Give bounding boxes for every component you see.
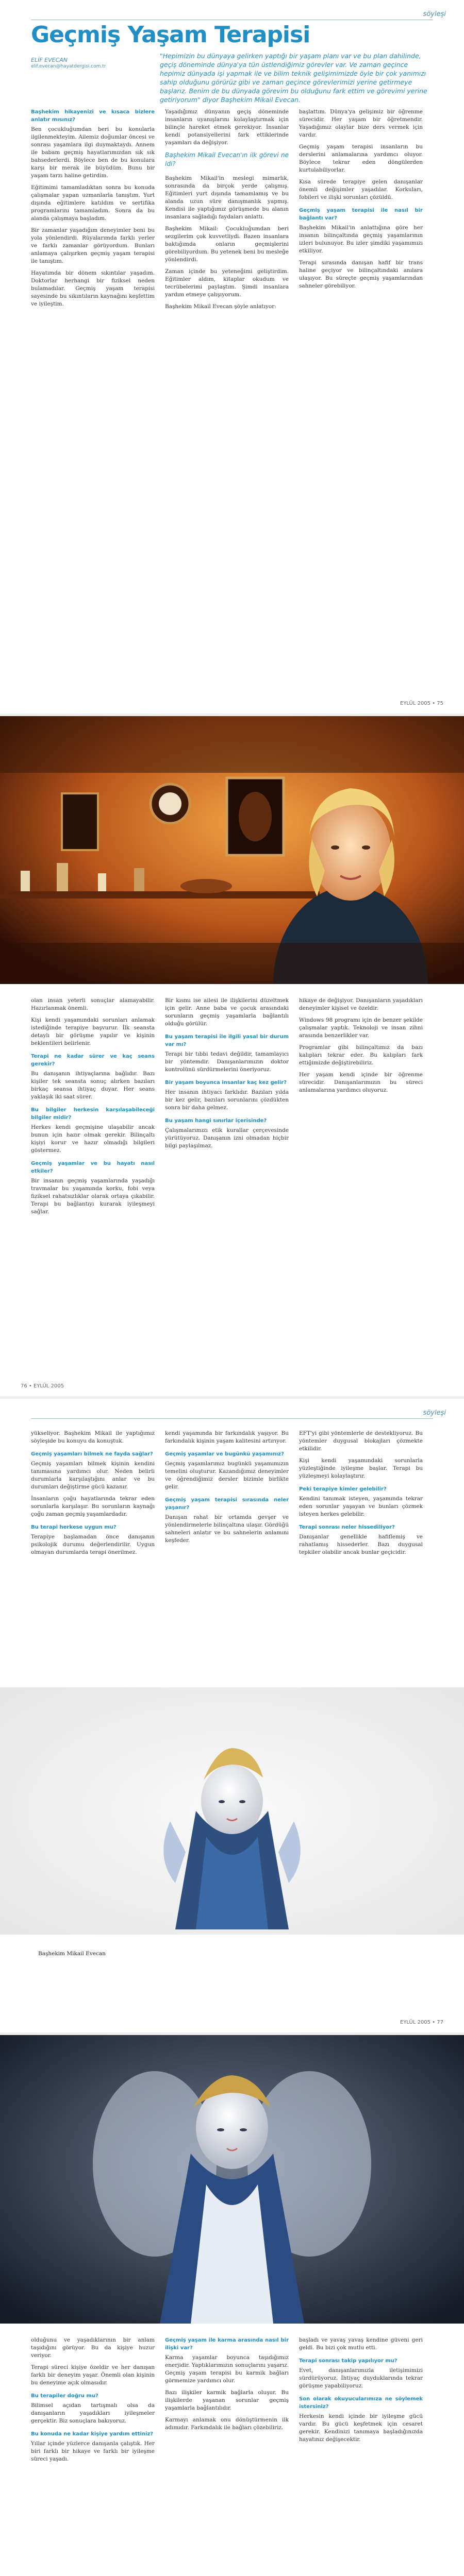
question-heading: Bu terapi herkese uygun mu? bbox=[31, 1524, 117, 1530]
question-heading: Bu terapiler doğru mu? bbox=[31, 2393, 98, 2399]
body-paragraph: Bir insanın geçmiş yaşamlarında yaşadığı travmalar bu yaşamında korku, fobi veya fiziksel rahatsızlıklar olarak ortaya çıkabilir. Terapi bu bağlantıyı kurarak iyileşmeyi sağlar. bbox=[31, 1178, 155, 1215]
author-name: ELİF EVECAN bbox=[31, 57, 68, 63]
page-2 bbox=[0, 716, 464, 1396]
body-paragraph: Eğitimimi tamamladıktan sonra bu konuda çalışmalar yapan uzmanlarla tanıştım. Yurt dışında eğitimlere katıldım ve sertifika programlarını tamamladım. Sonra da bu alanda çalışmaya başladım. bbox=[31, 184, 155, 222]
question-heading: Bu konuda ne kadar kişiye yardım ettiniz? bbox=[31, 2431, 154, 2437]
body-paragraph: Geçmiş yaşam terapisi insanların bu derslerini anlamalarına yardımcı oluyor. Böylece tekrar eden döngülerden kurtulabiliyorlar. bbox=[299, 144, 423, 173]
column-2 bbox=[165, 997, 289, 1154]
question-heading: Terapi ne kadar sürer ve kaç seans gerekir? bbox=[31, 1054, 155, 1067]
page-4 bbox=[0, 2035, 464, 2576]
body-paragraph: hikaye de değişiyor. Danışanların yaşadıkları deneyimler kişisel ve özeldir. bbox=[299, 997, 423, 1011]
photo-band-text bbox=[31, 1945, 437, 1963]
caption-text: Başhekim Mikail Evecan bbox=[38, 1951, 106, 1957]
question-heading: Geçmiş yaşamlar ve bu hayatı nasıl etkiler? bbox=[31, 1161, 155, 1174]
column-1 bbox=[31, 997, 155, 1220]
body-paragraph: Çalışmalarımızı etik kurallar çerçevesinde yürütüyoruz. Danışanın izni olmadan hiçbir bilgi paylaşılmaz. bbox=[165, 1127, 289, 1149]
question-heading: Başhekim hikayenizi ve kısaca bizlere anlatır mısınız? bbox=[31, 109, 155, 123]
body-paragraph: Terapi süreci kişiye özeldir ve her danışan farklı bir deneyim yaşar. Önemli olan kişinin bu deneyime açık olmasıdır. bbox=[31, 2364, 155, 2386]
body-paragraph: Terapiye başlamadan önce danışanın psikolojik durumu değerlendirilir. Uygun olmayan durumlarda terapi önerilmez. bbox=[31, 1534, 155, 1555]
body-paragraph: Zaman içinde bu yeteneğimi geliştirdim. Eğitimler aldım, kitaplar okudum ve tecrübelerimi paylaştım. Şimdi insanlara yardım etmeye çalışıyorum. bbox=[165, 268, 289, 298]
body-paragraph: Karmayı anlamak onu dönüştürmenin ilk adımıdır. Farkındalık ile bağları çözebiliriz. bbox=[165, 2417, 289, 2431]
body-paragraph: Başhekim Mikail'in meslegi mimarlık, sonrasında da birçok yerde çalışmış. Eğitimleri yurt dışında tamamlamış ve bu alanda uzun süre danışmanlık yapmış. Kendisi ile yaptığımız görüşmede bu alanın insanlara sağladığı faydaları anlattı. bbox=[165, 175, 289, 220]
column-3 bbox=[299, 108, 423, 294]
question-heading: Geçmiş yaşamlar ve bugünkü yaşamınız? bbox=[165, 1451, 284, 1457]
body-paragraph: Yaşadığımız dünyanın geçiş döneminde insanların uyanışlarını kolaylaştırmak için bilinçle hareket etmek gerekiyor. İnsanlar kendi potansiyellerini fark ettiklerinde yaşamları da değişiyor. bbox=[165, 109, 289, 146]
body-paragraph: Ben çocukluğumdan beri bu konularla ilgilenmekteyim. Ailemiz doğumlar öncesi ve sonrası yaşamlara ilgi duymaktaydı. Annem ile babam geçmiş hayatlarımızdan sık sık bahsederlerdi. Böylece ben de bu konulara karşı bir merak ile büyüdüm. Bunu bir yaşam tarzı haline getirdim. bbox=[31, 126, 155, 179]
folio: 76 • EYLÜL 2005 bbox=[21, 1383, 64, 1389]
column-2 bbox=[165, 2336, 289, 2436]
top-rule bbox=[31, 1418, 433, 1419]
body-paragraph: Karma yaşamlar boyunca taşıdığımız enerjidir. Yaptıklarımızın sonuçlarını yaşarız. Geçmiş yaşam terapisi bu karmik bağları görmemize yardımcı olur. bbox=[165, 2354, 289, 2384]
body-paragraph: Kişi kendi yaşamındaki sorunları anlamak istediğinde terapiye başvurur. İlk seansta detaylı bir görüşme yapılır ve kişinin beklentileri belirlenir. bbox=[31, 1017, 155, 1046]
body-paragraph: kendi yaşamında bir farkındalık yaşıyor. Bu farkındalık kişinin yaşam kalitesini artırıyor. bbox=[165, 1430, 289, 1444]
body-paragraph: Danışanlar genellikle hafiflemiş ve rahatlamış hissederler. Bazı duygusal tepkiler olabilir ancak bunlar geçicidir. bbox=[299, 1534, 423, 1555]
body-paragraph: Bilimsel açıdan tartışmalı olsa da danışanların yaşadıkları iyileşmeler gerçektir. Biz sonuçlara bakıyoruz. bbox=[31, 2402, 155, 2424]
body-paragraph: Kendini tanımak isteyen, yaşamında tekrar eden sorunlar yaşayan ve bunları çözmek isteyen herkes gelebilir. bbox=[299, 1496, 423, 1517]
body-paragraph: Programlar gibi bilinçaltımız da bazı kalıpları tekrar eder. Bu kalıpları fark ettiğimizde değiştirebiliriz. bbox=[299, 1044, 423, 1066]
body-paragraph: Danışan rahat bir ortamda gevşer ve yönlendirmelerle bilinçaltına ulaşır. Gördüğü sahneleri anlatır ve bu sahnelerin anlamını keşfeder. bbox=[165, 1514, 289, 1544]
question-heading: Bu bilgiler herkesin karşılaşabileceği bilgiler midir? bbox=[31, 1107, 155, 1121]
body-paragraph: Kısa sürede terapiye gelen danışanlar önemli değişimler yaşadılar. Korkuları, fobileri ve ilişki sorunları çözüldü. bbox=[299, 179, 423, 200]
page-3 bbox=[0, 1399, 464, 2032]
pull-quote: Başhekim Mikail Evecan'ın ilk görevi ne idi? bbox=[165, 151, 289, 167]
question-heading: Bu yaşam hangi sınırlar içerisinde? bbox=[165, 1118, 267, 1124]
body-paragraph: Yıllar içinde yüzlerce danışanla çalıştık. Her biri farklı bir hikaye ve farklı bir iyileşme süreci yaşadı. bbox=[31, 2441, 155, 2462]
question-heading: Peki terapiye kimler gelebilir? bbox=[299, 1486, 387, 1492]
body-paragraph: Geçmiş yaşamları bilmek kişinin kendini tanımasına yardımcı olur. Neden belirli durumlarla karşılaştığını anlar ve bu durumları değiştirme gücü kazanır. bbox=[31, 1461, 155, 1490]
body-paragraph: Geçmiş yaşamlarımız bugünkü yaşamımızın temelini oluşturur. Kazandığımız deneyimler ve öğrendiğimiz dersler bizimle birlikte gelir. bbox=[165, 1461, 289, 1490]
rubric: söyleşi bbox=[423, 10, 446, 18]
body-paragraph: olan insan yeterli sonuçlar alamayabilir. Hazırlanmak önemli. bbox=[31, 997, 155, 1011]
rubric: söyleşi bbox=[423, 1409, 446, 1417]
body-paragraph: Başhekim Mikail: Çocukluğumdan beri sezgilerim çok kuvvetliydi. Bazen insanlara baktığımda onların geçmişlerini görebiliyordum. Bu yetenek beni bu mesleğe yönlendirdi. bbox=[165, 226, 289, 263]
article-title: Geçmiş Yaşam Terapisi bbox=[31, 22, 310, 48]
column-3 bbox=[299, 2336, 423, 2448]
question-heading: Terapi sonrası takip yapılıyor mu? bbox=[299, 2358, 397, 2364]
question-heading: Bir yaşam boyunca insanlar kaç kez gelir? bbox=[165, 1080, 287, 1086]
body-paragraph: Evet, danışanlarımızla iletişimimizi sürdürüyoruz. İhtiyaç duyduklarında tekrar görüşme yapabiliyoruz. bbox=[299, 2367, 423, 2389]
body-paragraph: Terapi sırasında danışan hafif bir trans haline geçiyor ve bilinçaltındaki anılara ulaşıyor. Bu süreçte geçmiş yaşamlarından sahneler görebiliyor. bbox=[299, 260, 423, 289]
column-1 bbox=[31, 2336, 155, 2467]
figurine-photo bbox=[0, 1687, 464, 1935]
body-paragraph: Kişi kendi yaşamındaki sorunlarla yüzleştiğinde iyileşme başlar. Terapi bu yüzleşmeyi kolaylaştırır. bbox=[299, 1458, 423, 1479]
body-paragraph: Bir zamanlar yaşadığım deneyimler beni bu yola yönlendirdi. Rüyalarımda farklı yerler ve farklı zamanlar görüyordum. Bunları anlamaya çalışırken geçmiş yaşam terapisi ile tanıştım. bbox=[31, 227, 155, 264]
folio: EYLÜL 2005 • 77 bbox=[400, 2020, 443, 2025]
body-paragraph: Bazı ilişkiler karmik bağlarla oluşur. Bu ilişkilerde yaşanan sorunlar geçmiş yaşamlarla bağlantılıdır. bbox=[165, 2389, 289, 2411]
lead-paragraph: "Hepimizin bu dünyaya gelirken yaptığı bir yaşam planı var ve bu plan dahilinde, geçiş döneminde dünya'ya tün üstlendiğimiz görevler var. Ve zaman geçince hepimiz dünyada işi yapmak ile ve bilim teknik gelişimimizde öyle bir çok yanımızı sahip olduğunu görürüz gibi ve zaman geçince görevlerimizi yerine getirmeye başlarız. Benim de bu dünyada görevim bu olduğunu fark ettim ve görevimi yerine getiriyorum" diyor Başhekim Mikail Evecan. bbox=[160, 52, 427, 104]
question-heading: Son olarak okuyucularımıza ne söylemek istersiniz? bbox=[299, 2396, 423, 2410]
body-paragraph: Bir kısmı ise ailesi ile ilişkilerini düzeltmek için gelir. Anne baba ve çocuk arasındaki sorunların geçmiş yaşamlarla bağlantılı olduğu görülür. bbox=[165, 997, 289, 1027]
question-heading: Terapi sonrası neler hissediliyor? bbox=[299, 1524, 395, 1530]
body-paragraph: Başhekim Mikail Evecan şöyle anlatıyor: bbox=[165, 303, 276, 310]
body-paragraph: Hayatımda bir dönem sıkıntılar yaşadım. Doktorlar herhangi bir fiziksel neden bulamadılar. Geçmiş yaşam terapisi sayesinde bu sıkıntıların kaynağını keşfettim ve iyileştim. bbox=[31, 270, 155, 307]
body-paragraph: Her insanın ihtiyacı farklıdır. Bazıları yılda bir kez gelir, bazıları sorunlarını çözdükten sonra bir daha gelmez. bbox=[165, 1089, 289, 1111]
angel-figurine-photo bbox=[0, 2035, 464, 2324]
question-heading: Bu yaşam terapisi ile ilgili yasal bir durum var mı? bbox=[165, 1034, 289, 1047]
body-paragraph: başladı ve yavaş yavaş kendine güveni geri geldi. Bu bizi çok mutlu etti. bbox=[299, 2337, 423, 2351]
body-paragraph: olduğunu ve yaşadıklarının bir anlam taşıdığını görüyor. Bu da kişiye huzur veriyor. bbox=[31, 2337, 155, 2359]
question-heading: Geçmiş yaşam terapisi sırasında neler yaşanır? bbox=[165, 1497, 289, 1511]
body-paragraph: Her yaşam kendi içinde bir öğrenme sürecidir. Danışanlarımızın bu süreci anlamalarına yardımcı oluyoruz. bbox=[299, 1072, 423, 1093]
column-2 bbox=[165, 108, 289, 315]
question-heading: Geçmiş yaşam ile karma arasında nasıl bir ilişki var? bbox=[165, 2337, 289, 2351]
column-1 bbox=[31, 1430, 155, 1561]
body-paragraph: Windows 98 programı için de benzer şekilde çalışmalar yaptık. Teknoloji ve insan zihni arasında benzerlikler var. bbox=[299, 1017, 423, 1039]
question-heading: Geçmiş yaşam terapisi ile nasıl bir bağlantı var? bbox=[299, 208, 423, 221]
portrait-photo bbox=[0, 716, 464, 984]
body-paragraph: Terapi bir tıbbi tedavi değildir, tamamlayıcı bir yöntemdir. Danışanlarımızın doktor kontrolünü sürdürmelerini öneriyoruz. bbox=[165, 1051, 289, 1073]
body-paragraph: Herkesin kendi içinde bir iyileşme gücü vardır. Bu gücü keşfetmek için cesaret gerekir. Kendinizi tanımaya başladığınızda hayatınız değişecektir. bbox=[299, 2413, 423, 2443]
page-1 bbox=[0, 0, 464, 714]
question-heading: Geçmiş yaşamları bilmek ne fayda sağlar? bbox=[31, 1451, 153, 1457]
body-paragraph: Başhekim Mikail'in anlattığına göre her insanın bilinçaltında geçmiş yaşamlarının izleri bulunuyor. Bu izler şimdiki yaşamımızı etkiliyor. bbox=[299, 225, 423, 254]
body-paragraph: Bu danışanın ihtiyaçlarına bağlıdır. Bazı kişiler tek seansta sonuç alırken bazıları birkaç seansa ihtiyaç duyar. Her seans yaklaşık iki saat sürer. bbox=[31, 1071, 155, 1100]
column-1 bbox=[31, 108, 155, 312]
body-paragraph: Herkes kendi geçmişine ulaşabilir ancak bunun için hazır olmak gerekir. Bilinçaltı kişiyi korur ve hazır olmadığı bilgileri göstermez. bbox=[31, 1124, 155, 1154]
column-3 bbox=[299, 997, 423, 1098]
body-paragraph: EFT'yi gibi yöntemlerle de destekliyoruz. Bu yöntemler duygusal blokajları çözmekte etkilidir. bbox=[299, 1430, 423, 1452]
folio: EYLÜL 2005 • 75 bbox=[400, 701, 443, 706]
body-paragraph: başlattım. Dünya'ya gelişimiz bir öğrenme sürecidir. Her yaşam bir öğretmendir. Yaşadığımız olaylar bize ders vermek için vardır. bbox=[299, 109, 423, 138]
body-paragraph: İnsanların çoğu hayatlarında tekrar eden sorunlarla karşılaşır. Bu sorunların kaynağı çoğu zaman geçmiş yaşamlardadır. bbox=[31, 1496, 155, 1517]
author-email[interactable]: elif.evecan@hayatdergisi.com.tr bbox=[31, 64, 106, 69]
body-paragraph: yükseliyor. Başhekim Mikail ile yaptığımız söyleşide bu konuyu da konuştuk. bbox=[31, 1430, 155, 1444]
column-3 bbox=[299, 1430, 423, 1561]
column-2 bbox=[165, 1430, 289, 1549]
